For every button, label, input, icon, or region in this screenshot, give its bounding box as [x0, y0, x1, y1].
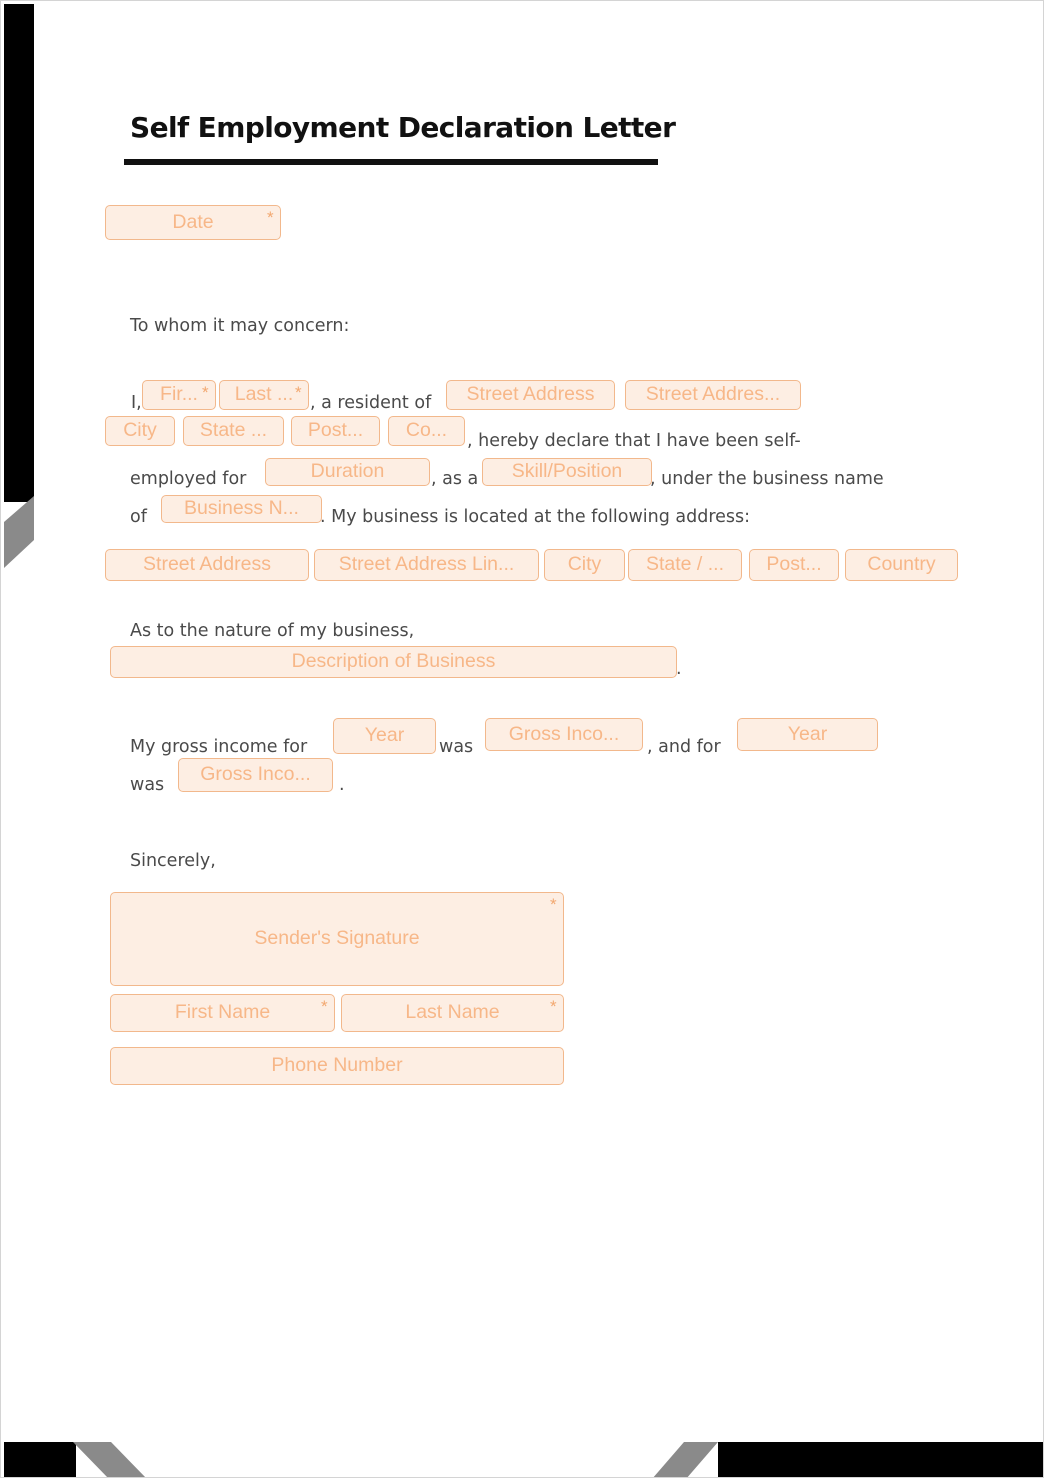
- was-text-2: was: [130, 775, 165, 795]
- nature-text: As to the nature of my business,: [130, 621, 415, 641]
- phone-number-field[interactable]: Phone Number: [110, 1047, 564, 1085]
- bottom-right-decor: [646, 1439, 1044, 1478]
- bottom-left-decor: [1, 1439, 151, 1478]
- income-year-1-field[interactable]: Year: [333, 718, 436, 754]
- business-city-field[interactable]: City: [544, 549, 625, 581]
- city-field[interactable]: City: [105, 416, 175, 446]
- document-title: Self Employment Declaration Letter: [130, 111, 676, 144]
- left-decor-bar: [4, 4, 34, 502]
- required-marker: *: [202, 383, 209, 402]
- left-decor-chevron: [4, 496, 36, 572]
- first-name-field[interactable]: Fir...: [142, 380, 216, 410]
- business-description-field[interactable]: Description of Business: [110, 646, 677, 678]
- located-text: . My business is located at the following address:: [320, 507, 751, 527]
- as-a-text: , as a: [431, 469, 479, 489]
- salutation: To whom it may concern:: [130, 316, 350, 336]
- declare-text: , hereby declare that I have been self-: [467, 431, 801, 451]
- signer-first-name-field[interactable]: First Name: [110, 994, 335, 1032]
- business-street-field[interactable]: Street Address: [105, 549, 309, 581]
- of-text: of: [130, 507, 147, 527]
- business-state-field[interactable]: State / ...: [628, 549, 742, 581]
- postal-field[interactable]: Post...: [291, 416, 380, 446]
- income-year-2-field[interactable]: Year: [737, 718, 878, 751]
- required-marker: *: [550, 895, 557, 914]
- and-for-text: , and for: [647, 737, 721, 757]
- resident-of-text: , a resident of: [310, 393, 432, 413]
- was-text-1: was: [439, 737, 474, 757]
- nature-period: .: [676, 659, 682, 679]
- income-period: .: [339, 775, 345, 795]
- required-marker: *: [550, 997, 557, 1016]
- street-address-2-field[interactable]: Street Addres...: [625, 380, 801, 410]
- business-postal-field[interactable]: Post...: [749, 549, 839, 581]
- gross-income-1-field[interactable]: Gross Inco...: [485, 718, 643, 751]
- country-field[interactable]: Co...: [388, 416, 465, 446]
- date-field[interactable]: Date: [105, 205, 281, 240]
- employed-for-text: employed for: [130, 469, 247, 489]
- required-marker: *: [295, 383, 302, 402]
- intro-prefix: I,: [131, 393, 142, 413]
- duration-field[interactable]: Duration: [265, 458, 430, 486]
- business-name-field[interactable]: Business N...: [161, 495, 322, 523]
- under-business-text: , under the business name: [650, 469, 884, 489]
- required-marker: *: [267, 208, 274, 227]
- gross-income-2-field[interactable]: Gross Inco...: [178, 758, 333, 792]
- signer-last-name-field[interactable]: Last Name: [341, 994, 564, 1032]
- closing-text: Sincerely,: [130, 851, 216, 871]
- title-underline: [124, 159, 658, 165]
- business-country-field[interactable]: Country: [845, 549, 958, 581]
- skill-position-field[interactable]: Skill/Position: [482, 458, 652, 486]
- income-prefix: My gross income for: [130, 737, 308, 757]
- last-name-field[interactable]: Last ...: [219, 380, 309, 410]
- state-field[interactable]: State ...: [183, 416, 284, 446]
- street-address-field[interactable]: Street Address: [446, 380, 615, 410]
- business-street-2-field[interactable]: Street Address Lin...: [314, 549, 539, 581]
- signature-field[interactable]: Sender's Signature: [110, 892, 564, 986]
- required-marker: *: [321, 997, 328, 1016]
